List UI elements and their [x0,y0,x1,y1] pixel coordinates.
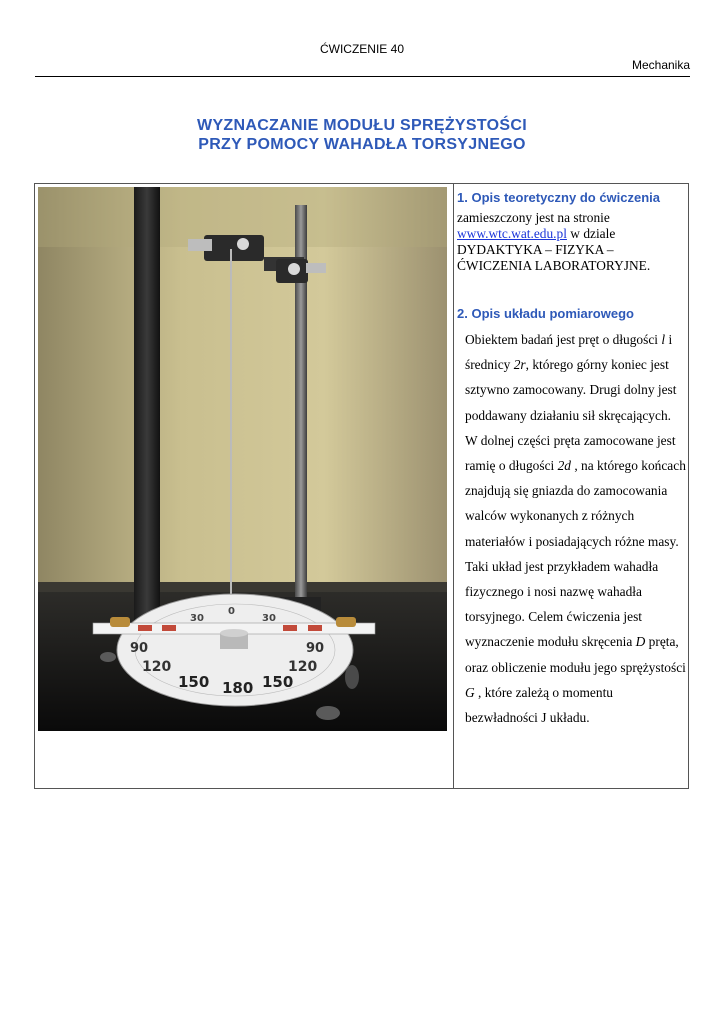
exercise-number: ĆWICZENIE 40 [319,42,404,56]
section-1-text-start: zamieszczony jest na stronie [457,210,610,225]
dial-label: 0 [228,606,235,617]
dial-label: 30 [190,613,204,624]
paragraph-text: , na którego końcach znajdują się gniazda do zamocowania walców wykonanych z różnych materiałów i posiadających różne masy. [465,458,686,549]
dial-label: 30 [262,613,276,624]
text-column [457,190,689,730]
dial-label: 180 [222,679,254,697]
header-rule [35,76,690,77]
page-title [0,116,724,154]
paragraph-text: Taki układ jest przykładem wahadła fizycznego i nosi nazwę wahadła torsyjnego. Celem ćwiczenia jest wyznaczenie modułu skręcenia [465,558,659,650]
dial-label: 90 [130,641,149,656]
section-2-paragraph-3 [457,554,689,730]
dial-label: 120 [142,659,172,675]
torsion-pendulum-photo [38,187,447,731]
paragraph-text: i średnicy [465,332,673,373]
paragraph-text: , które zależą o momentu bezwładności J układu. [465,684,613,726]
dial-label: 150 [262,673,294,691]
title-line-1: WYZNACZANIE MODUŁU SPRĘŻYSTOŚCI [197,117,527,134]
table-divider [453,183,454,789]
paragraph-text: pręta, oraz obliczenie modułu jego sprężystości [465,634,686,675]
symbol-l: l [661,332,666,347]
dial-label: 120 [288,659,318,675]
section-1-heading: 1. Opis teoretyczny do ćwiczenia [457,190,661,205]
section-2-paragraph-1 [457,327,689,428]
symbol-2d: 2d [557,458,571,474]
dial-label: 90 [306,641,325,656]
paragraph-text: W dolnej części pręta zamocowane jest ramię o długości [465,432,676,474]
section-2-paragraph-2 [457,428,689,554]
dial-label: 150 [178,673,210,691]
section-2-heading: 2. Opis układu pomiarowego [457,306,634,321]
section-1-text-end: w dziale DYDAKTYKA – FIZYKA – ĆWICZENIA LABORATORYJNE. [457,226,651,273]
section-1-text [457,210,689,274]
symbol-G: G [465,684,475,700]
symbol-2r: 2r [513,357,526,373]
wtc-website-link[interactable]: www.wtc.wat.edu.pl [457,226,567,241]
subject-label: Mechanika [631,58,690,72]
paragraph-text: , którego górny koniec jest sztywno zamocowany. Drugi dolny jest poddawany działaniu sił skręcających. [465,357,677,423]
paragraph-text: Obiektem badań jest pręt o długości [465,332,662,347]
symbol-D: D [635,634,646,650]
title-line-2: PRZY POMOCY WAHADŁA TORSYJNEGO [198,136,526,153]
